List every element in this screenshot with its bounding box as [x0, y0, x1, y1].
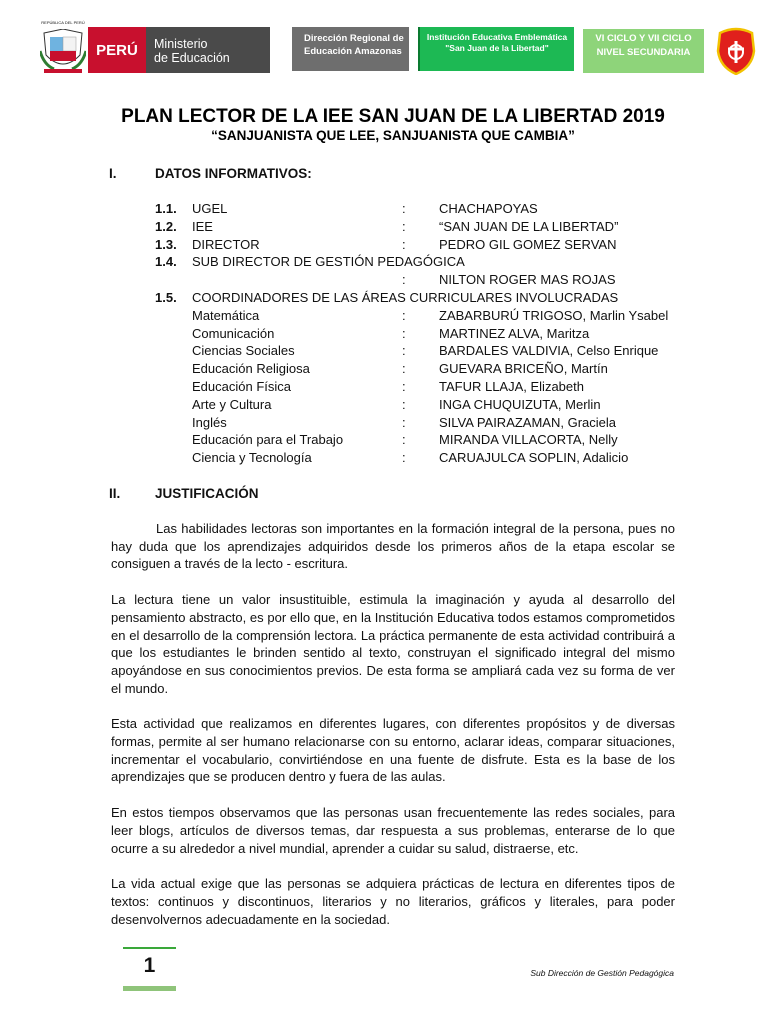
info-row: [0, 378, 768, 396]
info-number: 1.2.: [155, 218, 177, 234]
paragraph: La vida actual exige que las personas se adquiera prácticas de lectura en diferentes tipos de textos: continuos y discontinuos, literarios y no literarios, gráficos y literales, para poder desenvolvernos adecuadamente en la sociedad.: [111, 876, 675, 927]
footer-text: Sub Dirección de Gestión Pedagógica: [530, 968, 674, 978]
info-value: “SAN JUAN DE LA LIBERTAD”: [439, 218, 619, 234]
info-value: PEDRO GIL GOMEZ SERVAN: [439, 236, 617, 252]
dre-line-2: Educación Amazonas: [304, 46, 402, 57]
info-label: Comunicación: [192, 325, 275, 341]
info-colon: :: [402, 450, 406, 466]
info-colon: :: [402, 201, 406, 216]
info-colon: :: [402, 272, 406, 288]
section-1-title: DATOS INFORMATIVOS:: [155, 166, 312, 181]
justification-body: [111, 520, 675, 946]
ciclo-line-2: NIVEL SECUNDARIA: [596, 47, 691, 58]
page-number-rule-top: [123, 947, 176, 949]
school-shield-icon: [714, 27, 758, 75]
info-colon: :: [402, 307, 406, 323]
info-number: 1.1.: [155, 201, 177, 216]
info-colon: :: [402, 218, 406, 234]
section-2-title: JUSTIFICACIÓN: [155, 486, 259, 501]
section-2-number: II.: [109, 486, 121, 501]
dre-banner: [292, 27, 409, 71]
info-number: 1.4.: [155, 254, 177, 270]
info-colon: :: [402, 236, 406, 252]
section-1-number: I.: [109, 166, 117, 181]
info-row: [0, 200, 768, 218]
paragraph: En estos tiempos observamos que las personas usan frecuentemente las redes sociales, para leer blogs, artículos de diversos temas, dar respuesta a sus problemas, enterarse de lo que ocurre a su alrededor a nivel mundial, aprender a cuidar su salud, distraerse, etc.: [111, 805, 675, 856]
info-row: [0, 414, 768, 432]
info-row: [0, 342, 768, 360]
ministerio-line-2: de Educación: [154, 51, 230, 65]
info-row: [0, 253, 768, 271]
info-label: Matemática: [192, 307, 260, 323]
info-label: SUB DIRECTOR DE GESTIÓN PEDAGÓGICA: [192, 254, 465, 270]
institution-line-1: Institución Educativa Emblemática: [426, 32, 568, 42]
info-row: [0, 271, 768, 289]
info-colon: :: [402, 414, 406, 430]
paragraph: Esta actividad que realizamos en diferentes lugares, con diferentes propósitos y de diversas formas, permite al ser humano relacionarse con su entorno, aclarar ideas, comparar situaciones, incrementar el vocabulario, convirtiéndose en una fuente de disfrute. Esta es la base de los aprendizajes que se producen dentro y fuera de las aulas.: [111, 716, 675, 785]
info-label: Educación Física: [192, 378, 291, 394]
info-row: [0, 307, 768, 325]
info-colon: :: [402, 343, 406, 359]
info-value: CARUAJULCA SOPLIN, Adalicio: [439, 450, 629, 466]
info-label: Arte y Cultura: [192, 396, 272, 412]
peru-label: PERÚ: [96, 41, 138, 59]
info-value: BARDALES VALDIVIA, Celso Enrique: [439, 343, 659, 359]
ciclo-banner: [583, 29, 704, 73]
document-title: PLAN LECTOR DE LA IEE SAN JUAN DE LA LIBERTAD 2019: [121, 106, 665, 127]
info-value: MARTINEZ ALVA, Maritza: [439, 325, 590, 341]
document-subtitle: “SANJUANISTA QUE LEE, SANJUANISTA QUE CAMBIA”: [211, 128, 575, 143]
info-label: Educación Religiosa: [192, 361, 310, 377]
info-row: [0, 218, 768, 236]
info-label: DIRECTOR: [192, 236, 260, 252]
info-colon: :: [402, 378, 406, 394]
info-label: Educación para el Trabajo: [192, 432, 344, 448]
info-list: [0, 200, 768, 467]
info-colon: :: [402, 325, 406, 341]
info-row: [0, 325, 768, 343]
peru-coat-of-arms-icon: [40, 29, 86, 73]
info-label: Inglés: [192, 414, 227, 430]
info-row: [0, 449, 768, 467]
info-value: NILTON ROGER MAS ROJAS: [439, 272, 616, 288]
institution-banner: [418, 27, 574, 71]
ciclo-line-1: VI CICLO Y VII CICLO: [595, 33, 692, 44]
info-label: UGEL: [192, 201, 228, 216]
ministerio-logo: [146, 27, 270, 73]
info-value: CHACHAPOYAS: [439, 201, 538, 216]
info-label: IEE: [192, 218, 213, 234]
paragraph: La lectura tiene un valor insustituible, estimula la imaginación y ayuda al desarrollo del pensamiento abstracto, es por ello que, en la Institución Educativa todos estamos comprometidos en el desarrollo de la comprensión lectora. La práctica permanente de esta actividad contribuirá a que los estudiantes le brinden sentido al texto, construyan el significado integral del mismo apoyándose en sus conocimientos previos. De esta forma se ampliará cada vez su forma de ver el mundo.: [111, 592, 675, 696]
info-label: COORDINADORES DE LAS ÁREAS CURRICULARES INVOLUCRADAS: [192, 289, 619, 305]
info-label: Ciencia y Tecnología: [192, 450, 312, 466]
info-value: SILVA PAIRAZAMAN, Graciela: [439, 414, 616, 430]
info-value: MIRANDA VILLACORTA, Nelly: [439, 432, 618, 448]
info-colon: :: [402, 361, 406, 377]
page-number-rule-bottom: [123, 986, 176, 991]
info-colon: :: [402, 396, 406, 412]
info-label: Ciencias Sociales: [192, 343, 295, 359]
info-value: TAFUR LLAJA, Elizabeth: [439, 378, 584, 394]
page-number: 1: [143, 954, 156, 977]
institution-line-2: "San Juan de la Libertad": [445, 43, 549, 53]
peru-logo: [88, 27, 146, 73]
info-row: [0, 360, 768, 378]
info-number: 1.5.: [155, 289, 177, 305]
paragraph: Las habilidades lectoras son importantes en la formación integral de la persona, pues no hay duda que los aprendizajes adquiridos desde los primeros años de la etapa escolar se consiguen a través de la lecto - escritura.: [111, 521, 675, 572]
info-colon: :: [402, 432, 406, 448]
info-value: ZABARBURÚ TRIGOSO, Marlin Ysabel: [439, 307, 669, 323]
info-row: [0, 289, 768, 307]
crest-caption: REPÚBLICA DEL PERÚ: [41, 20, 85, 25]
ministerio-line-1: Ministerio: [154, 37, 208, 51]
info-row: [0, 431, 768, 449]
dre-line-1: Dirección Regional de: [304, 33, 404, 44]
info-value: GUEVARA BRICEÑO, Martín: [439, 361, 608, 377]
document-header: [0, 0, 768, 90]
info-number: 1.3.: [155, 236, 177, 252]
info-value: INGA CHUQUIZUTA, Merlin: [439, 396, 601, 412]
info-row: [0, 396, 768, 414]
info-row: [0, 236, 768, 254]
